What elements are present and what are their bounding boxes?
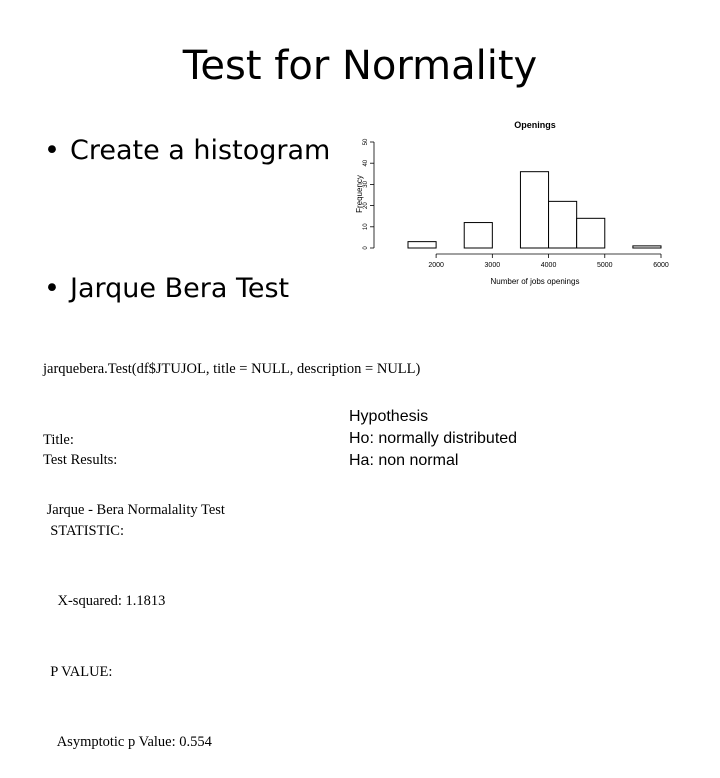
histogram-bar — [633, 246, 661, 248]
test-results — [43, 402, 212, 778]
x-tick-label: 6000 — [653, 262, 669, 269]
code-line: Jarque - Bera Normalality Test — [43, 502, 225, 518]
y-tick-label: 20 — [363, 202, 369, 209]
y-tick-label: 0 — [363, 246, 369, 250]
x-tick-label: 3000 — [484, 262, 501, 269]
slide-title: Test for Normality — [182, 43, 538, 89]
result-line: STATISTIC: — [43, 522, 125, 539]
hypothesis-heading: Hypothesis — [349, 408, 429, 425]
y-tick-label: 30 — [363, 181, 369, 188]
code-line: Title: — [43, 431, 74, 448]
histogram-bar — [408, 242, 436, 248]
x-axis-label: Number of jobs openings — [490, 277, 580, 286]
result-line: P VALUE: — [43, 663, 113, 680]
result-line: Test Results: — [43, 452, 118, 468]
hypothesis-block — [349, 406, 517, 472]
hypothesis-null: Ho: normally distributed — [349, 430, 518, 447]
histogram-bar — [549, 201, 577, 248]
y-tick-label: 50 — [363, 138, 369, 146]
bullet-dot-icon: • — [44, 135, 60, 166]
hypothesis-alt: Ha: non normal — [349, 452, 459, 469]
histogram-bar — [577, 218, 605, 248]
y-tick-label: 10 — [363, 223, 369, 231]
bullet-histogram — [44, 134, 330, 168]
bullet-jarque-bera — [44, 272, 289, 306]
y-axis-label: Frequency — [355, 175, 364, 213]
result-line: X-squared: 1.1813 — [43, 593, 166, 609]
result-line: Asymptotic p Value: 0.554 — [43, 734, 212, 750]
bullet-text: Jarque Bera Test — [70, 273, 290, 304]
histogram-bar — [464, 223, 492, 248]
histogram-chart — [348, 112, 678, 292]
histogram-bar — [520, 172, 548, 248]
x-tick-label: 4000 — [540, 262, 557, 269]
code-line: jarquebera.Test(df$JTUJOL, title = NULL, description = NULL) — [43, 361, 421, 377]
chart-title: Openings — [514, 120, 556, 130]
x-tick-label: 2000 — [428, 262, 444, 269]
y-tick-label: 40 — [363, 159, 369, 167]
x-tick-label: 5000 — [596, 262, 613, 269]
bullet-text: Create a histogram — [70, 135, 331, 166]
bullet-dot-icon: • — [44, 273, 60, 304]
